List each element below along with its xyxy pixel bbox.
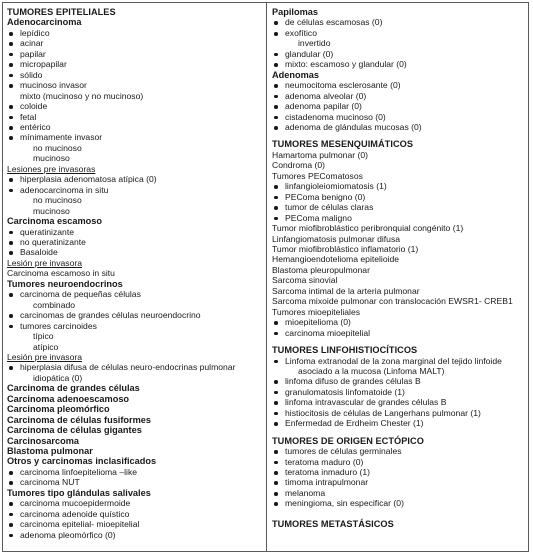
list-item-tumores-de-celulas-germinales: tumores de células germinales: [272, 446, 527, 456]
section-heading-tumores-epiteliales: TUMORES EPITELIALES: [7, 7, 116, 17]
list-item-adenoma-alveolar-0: adenoma alveolar (0): [272, 91, 527, 101]
sub-item-invertido: invertido: [298, 38, 331, 49]
sub-item-idiopatica-0: idiopática (0): [33, 372, 83, 383]
sub-item-no-mucinoso: no mucinoso: [33, 195, 82, 206]
sub-item-mucinoso: mucinoso: [33, 153, 70, 164]
spacer: [272, 338, 527, 345]
list-item-linfangioleiomiomatosis-1: linfangioleiomiomatosis (1): [272, 181, 527, 191]
entry-condroma-0: Condroma (0): [272, 160, 326, 171]
list-item-carcinoma-linfoepitelioma-like: carcinoma linfoepitelioma –like: [7, 467, 263, 477]
entry-tumor-miofibroblastico-inflamatorio-1: Tumor miofibroblástico inflamatorio (1): [272, 243, 419, 254]
column-divider: [266, 2, 267, 552]
sub-item-no-mucinoso: no mucinoso: [33, 142, 82, 153]
list-item-glandular-0: glandular (0): [272, 49, 527, 59]
subsection-heading-carcinoma-adenoescamoso: Carcinoma adenoescamoso: [7, 393, 130, 404]
subsection-heading-tumores-tipo-glandulas-salivales: Tumores tipo glándulas salivales: [7, 487, 151, 498]
subsection-heading-carcinoma-de-celulas-gigantes: Carcinoma de células gigantes: [7, 425, 142, 436]
list-item-mioepitelioma-0: mioepitelioma (0): [272, 317, 527, 327]
list-item-carcinoma-mioepitelial: carcinoma mioepitelial: [272, 328, 527, 338]
sub-item-mucinoso: mucinoso: [33, 205, 70, 216]
sub-item-tipico: típico: [33, 331, 54, 342]
subsection-heading-papilomas: Papilomas: [272, 7, 318, 17]
list-item-fetal: fetal: [7, 112, 263, 122]
list-item-coloide: coloide: [7, 101, 263, 111]
lesion-heading-lesiones-pre-invasoras: Lesiones pre invasoras: [7, 163, 96, 174]
list-item-teratoma-maduro-0: teratoma maduro (0): [272, 457, 527, 467]
list-item-linfoma-difuso-de-grandes-celulas-b: linfoma difuso de grandes células B: [272, 376, 527, 386]
list-item-mucinoso-invasor: mucinoso invasor: [7, 80, 263, 90]
list-item-lepidico: lepídico: [7, 28, 263, 38]
list-item-minimamente-invasor: mínimamente invasor: [7, 132, 263, 142]
subsection-heading-blastoma-pulmonar: Blastoma pulmonar: [7, 446, 93, 457]
subsection-heading-adenocarcinoma: Adenocarcinoma: [7, 17, 82, 28]
list-item-carcinoma-de-pequenas-celulas: carcinoma de pequeñas células: [7, 289, 263, 299]
subsection-heading-carcinoma-pleomorfico: Carcinoma pleomórfico: [7, 404, 110, 415]
entry-hemangioendotelioma-epitelioide: Hemangioendotelioma epitelioide: [272, 254, 400, 265]
list-item-adenoma-papilar-0: adenoma papilar (0): [272, 101, 527, 111]
sub-item-mixto-mucinoso-y-no-mucinoso: mixto (mucinoso y no mucinoso): [20, 90, 144, 101]
section-heading-tumores-mesenquimaticos: TUMORES MESENQUIMÁTICOS: [272, 139, 414, 150]
entry-tumor-miofibroblastico-peribronquial-con: Tumor miofibroblástico peribronquial congénito (1): [272, 223, 464, 234]
subsection-heading-carcinoma-de-grandes-celulas: Carcinoma de grandes células: [7, 383, 140, 394]
list-item-melanoma: melanoma: [272, 488, 527, 498]
entry-sarcoma-sinovial: Sarcoma sinovial: [272, 275, 338, 286]
lesion-heading-lesion-pre-invasora: Lesión pre invasora: [7, 257, 83, 268]
list-item-cistadenoma-mucinoso-0: cistadenoma mucinoso (0): [272, 112, 527, 122]
lesion-heading-lesion-pre-invasora: Lesión pre invasora: [7, 351, 83, 362]
list-item-adenoma-de-glandulas-mucosas-0: adenoma de glándulas mucosas (0): [272, 122, 527, 132]
subsection-heading-carcinosarcoma: Carcinosarcoma: [7, 435, 80, 446]
list-item-solido: sólido: [7, 70, 263, 80]
list-item-linfoma-extranodal-de-la-zona-marginal-d: Linfoma extranodal de la zona marginal del tejido linfoide: [272, 356, 527, 366]
list-item-enterico: entérico: [7, 122, 263, 132]
sub-item-combinado: combinado: [33, 299, 76, 310]
section-heading-tumores-metastasicos: TUMORES METASTÁSICOS: [272, 518, 394, 529]
list-item-acinar: acinar: [7, 38, 263, 48]
entry-linfangiomatosis-pulmonar-difusa: Linfangiomatosis pulmonar difusa: [272, 233, 401, 244]
list-item-tumor-de-celulas-claras: tumor de células claras: [272, 202, 527, 212]
list-item-hiperplasia-adenomatosa-atipica-0: hiperplasia adenomatosa atípica (0): [7, 174, 263, 184]
entry-carcinoma-escamoso-in-situ: Carcinoma escamoso in situ: [7, 268, 115, 279]
list-item-neumocitoma-esclerosante-0: neumocitoma esclerosante (0): [272, 80, 527, 90]
section-heading-tumores-de-origen-ectopico: TUMORES DE ORIGEN ECTÓPICO: [272, 435, 424, 446]
list-item-queratinizante: queratinizante: [7, 227, 263, 237]
list-item-papilar: papilar: [7, 49, 263, 59]
subsection-heading-tumores-neuroendocrinos: Tumores neuroendocrinos: [7, 278, 123, 289]
left-column: [7, 7, 263, 540]
list-item-pecoma-benigno-0: PEComa benigno (0): [272, 192, 527, 202]
list-item-linfoma-intravascular-de-grandes-celulas: linfoma intravascular de grandes células B: [272, 397, 527, 407]
sub-item-asociado-a-la-mucosa-linfoma-malt: asociado a la mucosa (Linfoma MALT): [298, 365, 445, 376]
list-item-exofitico: exofítico: [272, 28, 527, 38]
list-item-pecoma-maligno: PEComa maligno: [272, 213, 527, 223]
entry-tumores-pecomatosos: Tumores PEComatosos: [272, 170, 363, 181]
list-item-hiperplasia-difusa-de-celulas-neuro-endo: hiperplasia difusa de células neuro-endocrinas pulmonar: [7, 362, 263, 372]
list-item-de-celulas-escamosas-0: de células escamosas (0): [272, 17, 527, 27]
list-item-mixto-escamoso-y-glandular-0: mixto: escamoso y glandular (0): [272, 59, 527, 69]
list-item-timoma-intrapulmonar: timoma intrapulmonar: [272, 477, 527, 487]
entry-sarcoma-intimal-de-la-arteria-pulmonar: Sarcoma intimal de la arteria pulmonar: [272, 285, 420, 296]
list-item-carcinoma-mucoepidermoide: carcinoma mucoepidermoide: [7, 498, 263, 508]
list-item-enfermedad-de-erdheim-chester-1: Enfermedad de Erdheim Chester (1): [272, 418, 527, 428]
list-item-carcinoma-nut: carcinoma NUT: [7, 477, 263, 487]
list-item-teratoma-inmaduro-1: teratoma inmaduro (1): [272, 467, 527, 477]
list-item-no-queratinizante: no queratinizante: [7, 237, 263, 247]
list-item-basaloide: Basaloide: [7, 247, 263, 257]
list-item-adenocarcinoma-in-situ: adenocarcinoma in situ: [7, 185, 263, 195]
subsection-heading-carcinoma-de-celulas-fusiformes: Carcinoma de células fusiformes: [7, 414, 151, 425]
subsection-heading-adenomas: Adenomas: [272, 69, 319, 80]
spacer: [272, 429, 527, 436]
sub-item-atipico: atípico: [33, 341, 59, 352]
entry-hamartoma-pulmonar-0: Hamartoma pulmonar (0): [272, 149, 368, 160]
list-item-granulomatosis-linfomatoide-1: granulomatosis linfomatoide (1): [272, 387, 527, 397]
subsection-heading-otros-y-carcinomas-inclasificados: Otros y carcinomas inclasificados: [7, 456, 157, 467]
entry-sarcoma-mixoide-pulmonar-con-translocaci: Sarcoma mixoide pulmonar con translocación EWSR1- CREB1: [272, 296, 513, 307]
list-item-carcinomas-de-grandes-celulas-neuroendoc: carcinomas de grandes células neuroendocrino: [7, 310, 263, 320]
list-item-carcinoma-adenoide-quistico: carcinoma adenoide quístico: [7, 509, 263, 519]
list-item-histiocitosis-de-celulas-de-langerhans-p: histiocitosis de células de Langerhans pulmonar (1): [272, 408, 527, 418]
list-item-tumores-carcinoides: tumores carcinoides: [7, 321, 263, 331]
list-item-adenoma-pleomorfico-0: adenoma pleomórfico (0): [7, 530, 263, 540]
list-item-meningioma-sin-especificar-0: meningioma, sin especificar (0): [272, 498, 527, 508]
subsection-heading-carcinoma-escamoso: Carcinoma escamoso: [7, 216, 102, 227]
section-heading-tumores-linfohistiociticos: TUMORES LINFOHISTIOCÍTICOS: [272, 345, 418, 356]
entry-blastoma-pleuropulmonar: Blastoma pleuropulmonar: [272, 264, 370, 275]
right-column: [272, 7, 527, 529]
list-item-carcinoma-epitelial-mioepitelial: carcinoma epitelial- mioepitelial: [7, 519, 263, 529]
spacer: [272, 509, 527, 519]
list-item-micropapilar: micropapilar: [7, 59, 263, 69]
entry-tumores-mioepiteliales: Tumores mioepiteliales: [272, 306, 361, 317]
